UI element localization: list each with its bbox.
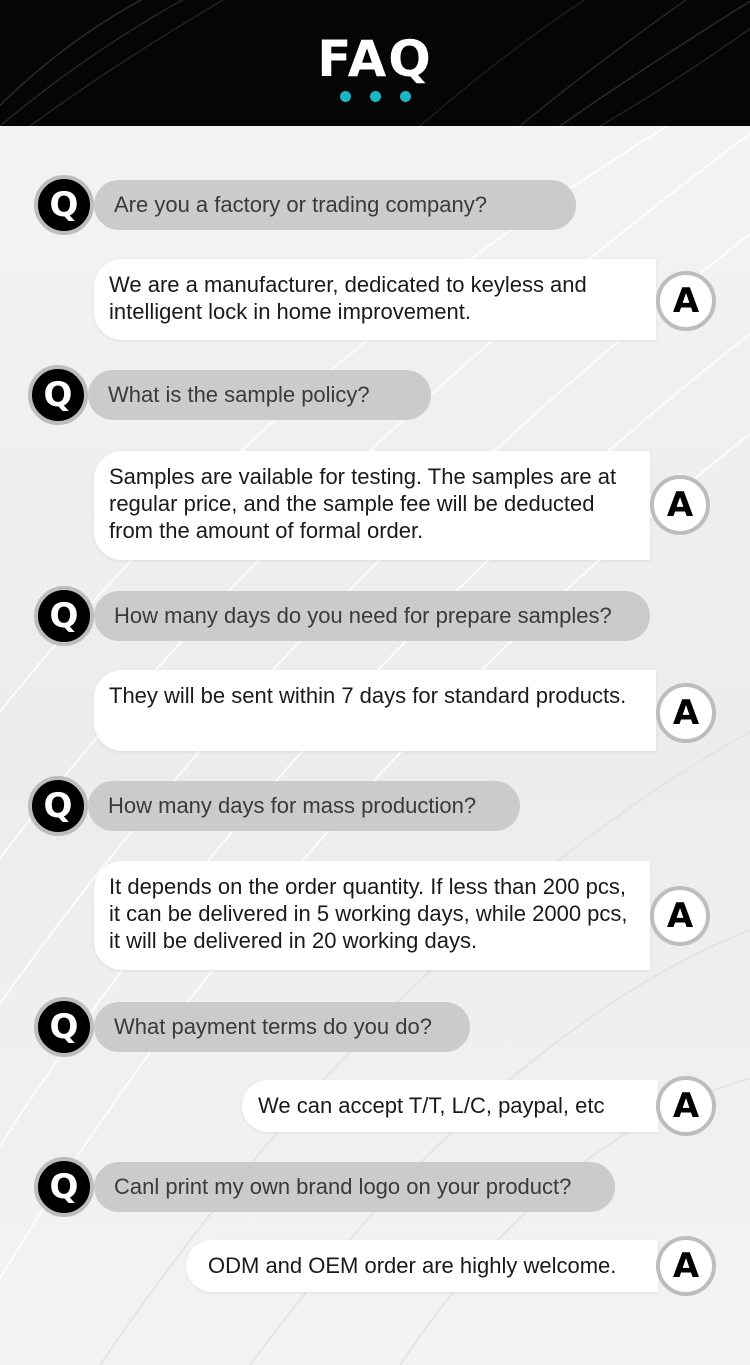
faq-answer-5 [242, 1080, 658, 1132]
accent-dot [400, 91, 411, 102]
faq-answer-6 [186, 1240, 658, 1292]
faq-question-3 [34, 586, 654, 646]
question-bubble [94, 180, 576, 230]
question-text: What is the sample policy? [108, 382, 370, 407]
question-q-icon: Q [28, 776, 88, 836]
question-bubble [94, 1002, 470, 1052]
question-q-icon: Q [34, 175, 94, 235]
faq-answer-3 [94, 670, 656, 751]
question-q-icon: Q [34, 1157, 94, 1217]
accent-dot [340, 91, 351, 102]
faq-question-4 [28, 776, 523, 836]
question-q-icon: Q [34, 997, 94, 1057]
faq-answer-2 [94, 451, 650, 560]
faq-question-1 [34, 175, 579, 235]
question-bubble [88, 781, 520, 831]
answer-text: It depends on the order quantity. If less than 200 pcs, it can be delivered in 5 working days, while 2000 pcs, it will be delivered in 20 working days. [109, 874, 628, 953]
accent-dot [370, 91, 381, 102]
question-bubble [88, 370, 431, 420]
question-text: Are you a factory or trading company? [114, 192, 487, 217]
answer-text: ODM and OEM order are highly welcome. [208, 1253, 617, 1278]
answer-a-icon: A [650, 475, 710, 535]
faq-question-6 [34, 1157, 619, 1217]
faq-question-5 [34, 997, 474, 1057]
question-text: How many days do you need for prepare samples? [114, 603, 612, 628]
question-text: How many days for mass production? [108, 793, 477, 818]
answer-a-icon: A [656, 1076, 716, 1136]
faq-header [0, 0, 750, 126]
page-title: FAQ [317, 30, 433, 88]
question-text: Canl print my own brand logo on your product? [114, 1174, 572, 1199]
answer-text: Samples are vailable for testing. The samples are at regular price, and the sample fee will be deducted from the amount of formal order. [109, 464, 617, 543]
question-q-icon: Q [34, 586, 94, 646]
faq-question-2 [28, 365, 433, 425]
answer-text: We are a manufacturer, dedicated to keyless and intelligent lock in home improvement. [109, 272, 587, 324]
answer-text: We can accept T/T, L/C, paypal, etc [258, 1093, 605, 1118]
question-bubble [94, 1162, 615, 1212]
question-text: What payment terms do you do? [114, 1014, 432, 1039]
answer-text: They will be sent within 7 days for standard products. [109, 683, 627, 708]
answer-a-icon: A [656, 271, 716, 331]
question-bubble [94, 591, 650, 641]
faq-answer-1 [94, 259, 656, 340]
answer-a-icon: A [656, 1236, 716, 1296]
faq-answer-4 [94, 861, 650, 970]
answer-a-icon: A [656, 683, 716, 743]
answer-a-icon: A [650, 886, 710, 946]
question-q-icon: Q [28, 365, 88, 425]
